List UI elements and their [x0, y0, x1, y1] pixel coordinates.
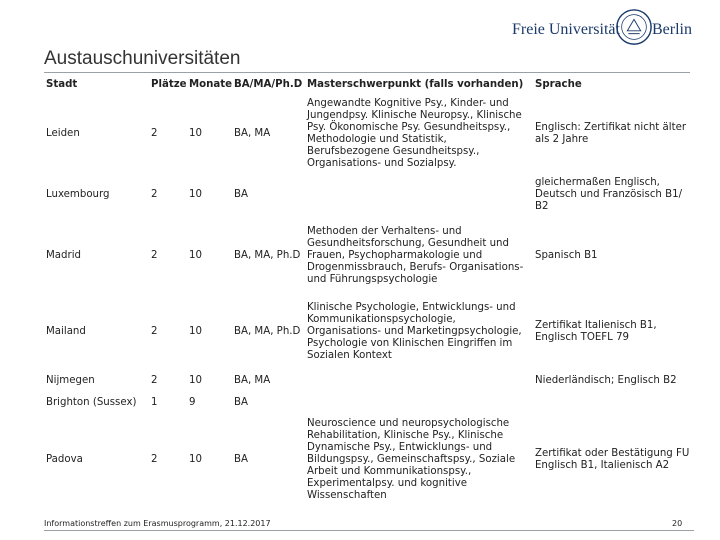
col-header-sprache: Sprache [535, 79, 582, 90]
cell-schwerpunkt [305, 367, 533, 395]
cell-monate: 10 [189, 128, 202, 139]
cell-stadt: Nijmegen [46, 375, 95, 386]
cell-stadt: Leiden [46, 128, 80, 139]
footer-text: Informationstreffen zum Erasmusprogramm, 21.12.2017 [44, 519, 271, 528]
cell-sprache: gleichermaßen Englisch, Deutsch und Französisch B1/ B2 [535, 177, 683, 212]
table-row [44, 93, 694, 175]
cell-monate: 10 [189, 454, 202, 465]
cell-monate: 10 [189, 326, 202, 337]
cell-schwerpunkt: Angewandte Kognitive Psy., Kinder- und Jungendpsy. Klinische Neuropsy., Klinische Psy. Ökonomische Psy. Gesundheitspsy., Methodologie und Statistik, Berufsbezogene Gesundheitspsy., Organisations- und Sozialpsy. [307, 98, 522, 169]
col-header-plaetze: Plätze [151, 79, 187, 90]
cell-monate: 9 [189, 397, 196, 408]
cell-stadt: Mailand [46, 326, 86, 337]
page-title: Austauschuniversitäten [44, 48, 241, 69]
cell-schwerpunkt: Klinische Psychologie, Entwicklungs- und Kommunikationspsychologie, Organisations- und Marketingpsychologie, Psychologie von Klinischen Eingriffen im Sozialen Kontext [307, 302, 522, 361]
cell-stadt: Luxembourg [46, 189, 110, 200]
cell-schwerpunkt [305, 175, 533, 215]
cell-sprache: Zertifikat oder Bestätigung FU Englisch B1, Italienisch A2 [535, 448, 690, 471]
cell-grad: BA, MA, Ph.D [234, 250, 301, 261]
col-header-grad: BA/MA/Ph.D [234, 79, 303, 90]
cell-grad: BA, MA, Ph.D [234, 326, 301, 337]
cell-sprache: Englisch: Zertifikat nicht älter als 2 Jahre [535, 122, 687, 145]
col-header-schwerpunkt: Masterschwerpunkt (falls vorhanden) [307, 79, 524, 90]
cell-plaetze: 2 [151, 454, 158, 465]
page-number: 20 [672, 519, 683, 528]
cell-plaetze: 2 [151, 128, 158, 139]
cell-plaetze: 2 [151, 375, 158, 386]
cell-plaetze: 2 [151, 250, 158, 261]
cell-sprache: Niederländisch; Englisch B2 [535, 375, 677, 386]
table-row [44, 411, 694, 509]
cell-grad: BA [234, 454, 248, 465]
university-logo [512, 8, 702, 54]
cell-schwerpunkt: Neuroscience und neuropsychologische Rehabilitation, Klinische Psy., Klinische Dynamische Psy., Entwicklungs- und Bildungspsy., Gemeinschaftspsy., Soziale Arbeit und Kommunikationspsy., Experimentalpsy. und kognitive Wissenschaften [307, 418, 516, 501]
logo-text-left: Freie Universität [512, 21, 620, 38]
table-row [44, 175, 694, 215]
col-header-monate: Monate [189, 79, 233, 90]
cell-monate: 10 [189, 375, 202, 386]
cell-sprache: Zertifikat Italienisch B1, Englisch TOEFL 79 [535, 320, 657, 343]
header-divider [44, 72, 690, 73]
cell-sprache: Spanisch B1 [535, 250, 598, 261]
cell-sprache [533, 395, 694, 411]
cell-stadt: Madrid [46, 250, 81, 261]
cell-grad: BA [234, 397, 248, 408]
footer-divider [44, 530, 694, 531]
cell-stadt: Padova [46, 454, 83, 465]
cell-plaetze: 2 [151, 326, 158, 337]
table-row [44, 395, 694, 411]
col-header-stadt: Stadt [46, 79, 78, 90]
cell-grad: BA [234, 189, 248, 200]
cell-stadt: Brighton (Sussex) [46, 397, 137, 408]
table-row [44, 297, 694, 367]
table-row [44, 367, 694, 395]
university-seal-icon [615, 8, 653, 46]
cell-grad: BA, MA [234, 375, 271, 386]
cell-grad: BA, MA [234, 128, 271, 139]
logo-text-right: Berlin [652, 21, 692, 38]
universities-table [44, 78, 694, 509]
cell-monate: 10 [189, 250, 202, 261]
cell-plaetze: 1 [151, 397, 158, 408]
cell-schwerpunkt: Methoden der Verhaltens- und Gesundheitsforschung, Gesundheit und Frauen, Psychopharmakologie und Drogenmissbrauch, Berufs- Organisations- und Führungspsychologie [307, 226, 524, 285]
cell-schwerpunkt [305, 395, 533, 411]
table-row [44, 215, 694, 297]
cell-monate: 10 [189, 189, 202, 200]
cell-plaetze: 2 [151, 189, 158, 200]
table-header-row [44, 78, 694, 93]
